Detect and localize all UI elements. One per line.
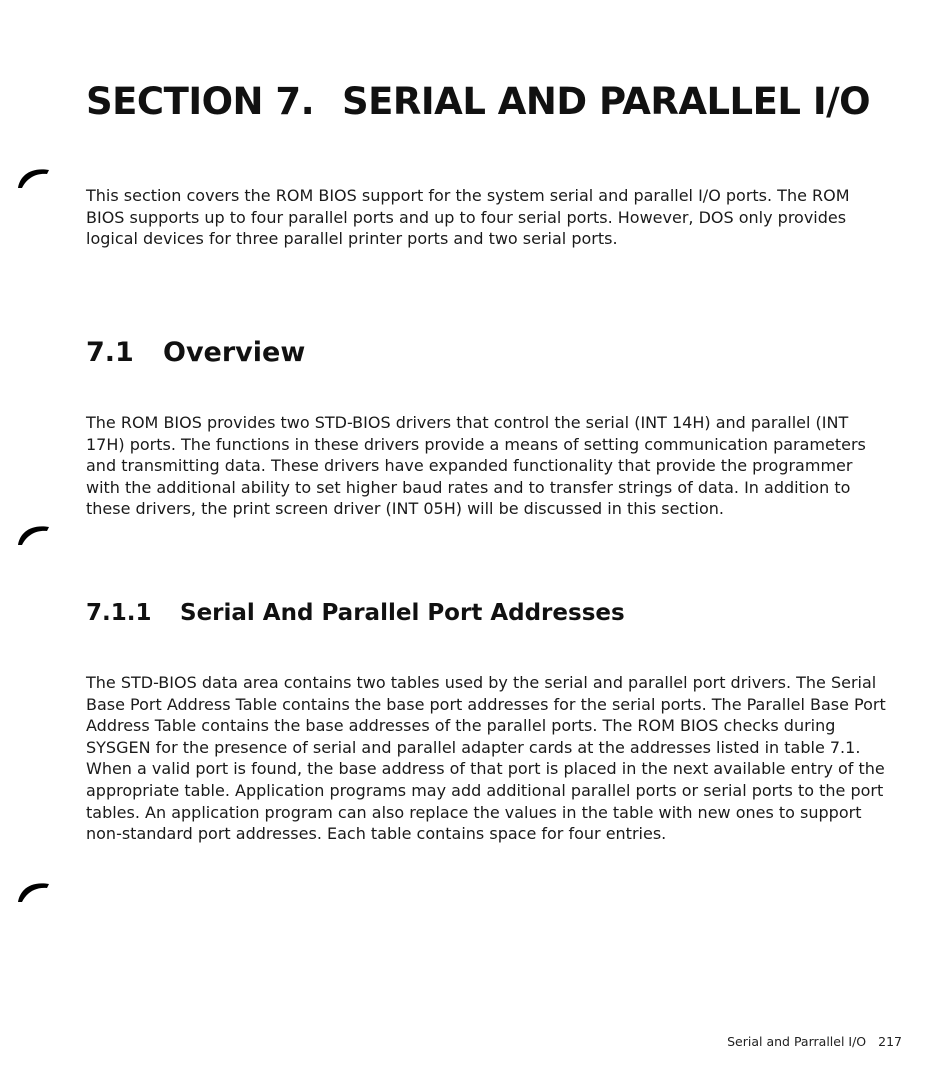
binder-hole-icon bbox=[16, 162, 50, 190]
overview-heading bbox=[86, 336, 305, 370]
page-title bbox=[86, 80, 871, 124]
section-title: SERIAL AND PARALLEL I/O bbox=[342, 80, 871, 123]
page-footer bbox=[727, 1034, 902, 1049]
overview-paragraph: The ROM BIOS provides two STD-BIOS drivers that control the serial (INT 14H) and parallel (INT 17H) ports. The functions in these drivers provide a means of setting communication parameters and transmitting data. These drivers have expanded functionality that provide the programmer with the additional ability to set higher baud rates and to transfer strings of data. In addition to these drivers, the print screen driver (INT 05H) will be discussed in this section. bbox=[86, 413, 866, 519]
binder-hole-icon bbox=[16, 876, 50, 904]
port-addresses-heading-text: Serial And Parallel Port Addresses bbox=[180, 600, 625, 626]
page-number: 217 bbox=[878, 1034, 902, 1049]
port-addresses-heading-number: 7.1.1 bbox=[86, 600, 152, 626]
overview-heading-number: 7.1 bbox=[86, 337, 134, 368]
binder-hole-icon bbox=[16, 519, 50, 547]
overview-heading-text: Overview bbox=[163, 337, 306, 368]
section-number: SECTION 7. bbox=[86, 80, 315, 123]
intro-paragraph: This section covers the ROM BIOS support for the system serial and parallel I/O ports. The ROM BIOS supports up to four parallel ports and up to four serial ports. However, DOS only provides logical devices for three parallel printer ports and two serial ports. bbox=[86, 186, 850, 249]
port-addresses-paragraph: The STD-BIOS data area contains two tables used by the serial and parallel port drivers. The Serial Base Port Address Table contains the base port addresses for the serial ports. The Parallel Base Port Address Table contains the base addresses of the parallel ports. The ROM BIOS checks during SYSGEN for the presence of serial and parallel adapter cards at the addresses listed in table 7.1. When a valid port is found, the base address of that port is placed in the next available entry of the appropriate table. Application programs may add additional parallel ports or serial ports to the port tables. An application program can also replace the values in the table with new ones to support non-standard port addresses. Each table contains space for four entries. bbox=[86, 673, 886, 844]
footer-running-title: Serial and Parrallel I/O bbox=[727, 1034, 867, 1049]
port-addresses-heading bbox=[86, 598, 625, 628]
